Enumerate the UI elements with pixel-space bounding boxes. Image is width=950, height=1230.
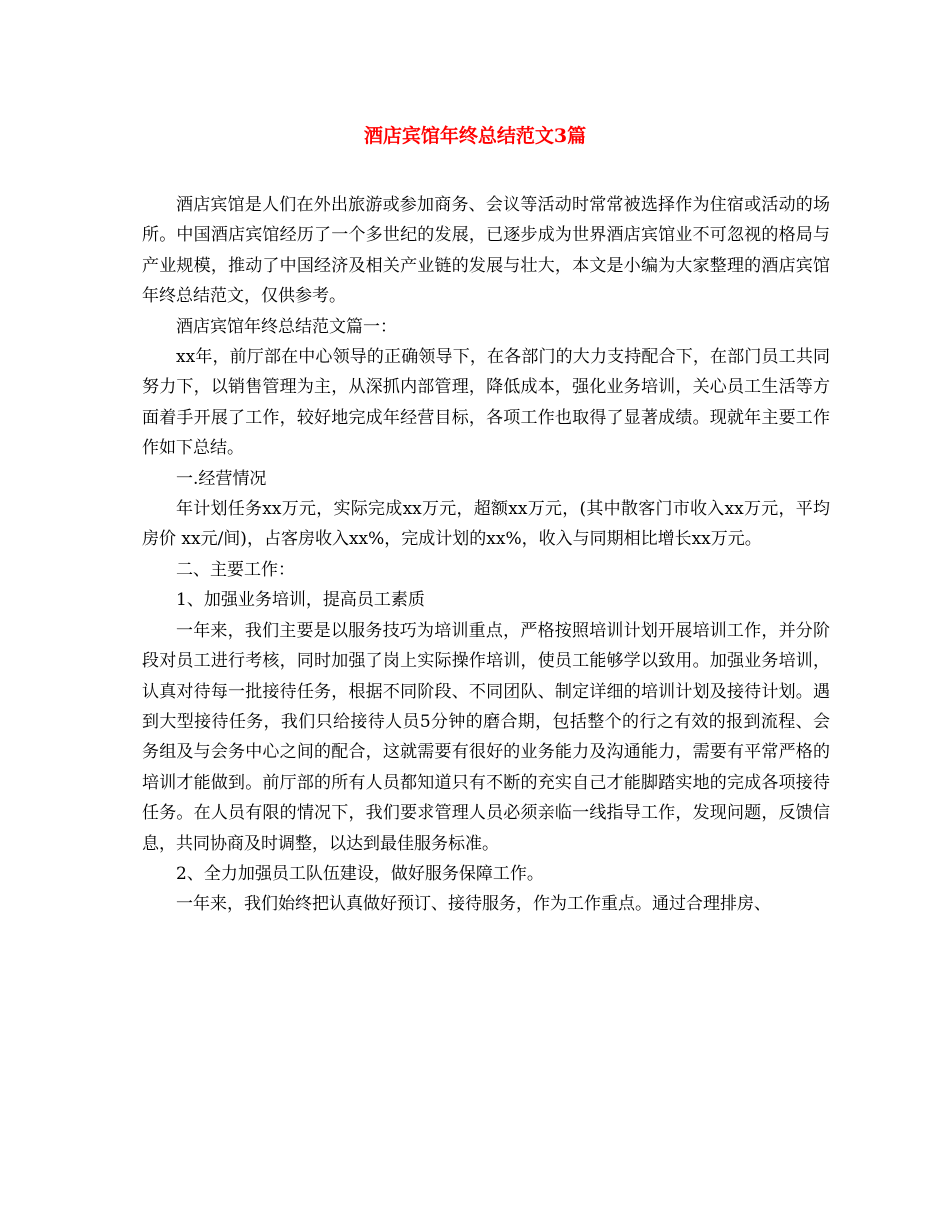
paragraph-heading-main-work: 二、主要工作： xyxy=(176,559,295,580)
paragraph-heading-training: 1、加强业务培训，提高员工素质 xyxy=(176,590,425,611)
document-title: 酒店宾馆年终总结范文3篇 xyxy=(363,125,587,147)
paragraph-team: 一年来，我们始终把认真做好预订、接待服务，作为工作重点。通过合理排房、 xyxy=(176,894,771,915)
paragraph-intro: 酒店宾馆是人们在外出旅游或参加商务、会议等活动时常常被选择作为住宿或活动的场所。中国酒店宾馆经历了一个多世纪的发展，已逐步成为世界酒店宾馆业不可忽视的格局与产业规模，推动了中国经济及相关产业链的发展与壮大，本文是小编为大家整理的酒店宾馆年终总结范文，仅供参考。 xyxy=(142,195,830,307)
document-body xyxy=(142,190,830,920)
paragraph-heading-operations: 一.经营情况 xyxy=(176,468,267,489)
paragraph-heading-team: 2、全力加强员工队伍建设，做好服务保障工作。 xyxy=(176,863,544,884)
paragraph-operations: 年计划任务xx万元，实际完成xx万元，超额xx万元，(其中散客门市收入xx万元，平均房价 xx元/间)，占客房收入xx%，完成计划的xx%，收入与同期相比增长xx万元。 xyxy=(142,499,830,550)
paragraph-training: 一年来，我们主要是以服务技巧为培训重点，严格按照培训计划开展培训工作，并分阶段对员工进行考核，同时加强了岗上实际操作培训，使员工能够学以致用。加强业务培训，认真对待每一批接待任务，根据不同阶段、不同团队、制定详细的培训计划及接待计划。遇到大型接待任务，我们只给接待人员5分钟的磨合期，包括整个的行之有效的报到流程、会务组及与会务中心之间的配合，这就需要有很好的业务能力及沟通能力，需要有平常严格的培训才能做到。前厅部的所有人员都知道只有不断的充实自己才能脚踏实地的完成各项接待任务。在人员有限的情况下，我们要求管理人员必须亲临一线指导工作，发现问题，反馈信息，共同协商及时调整，以达到最佳服务标准。 xyxy=(142,620,830,854)
paragraph-section-heading: 酒店宾馆年终总结范文篇一： xyxy=(176,316,397,337)
paragraph-overview: xx年，前厅部在中心领导的正确领导下，在各部门的大力支持配合下，在部门员工共同努力下，以销售管理为主，从深抓内部管理，降低成本，强化业务培训，关心员工生活等方面着手开展了工作，较好地完成年经营目标，各项工作也取得了显著成绩。现就年主要工作作如下总结。 xyxy=(142,347,830,459)
